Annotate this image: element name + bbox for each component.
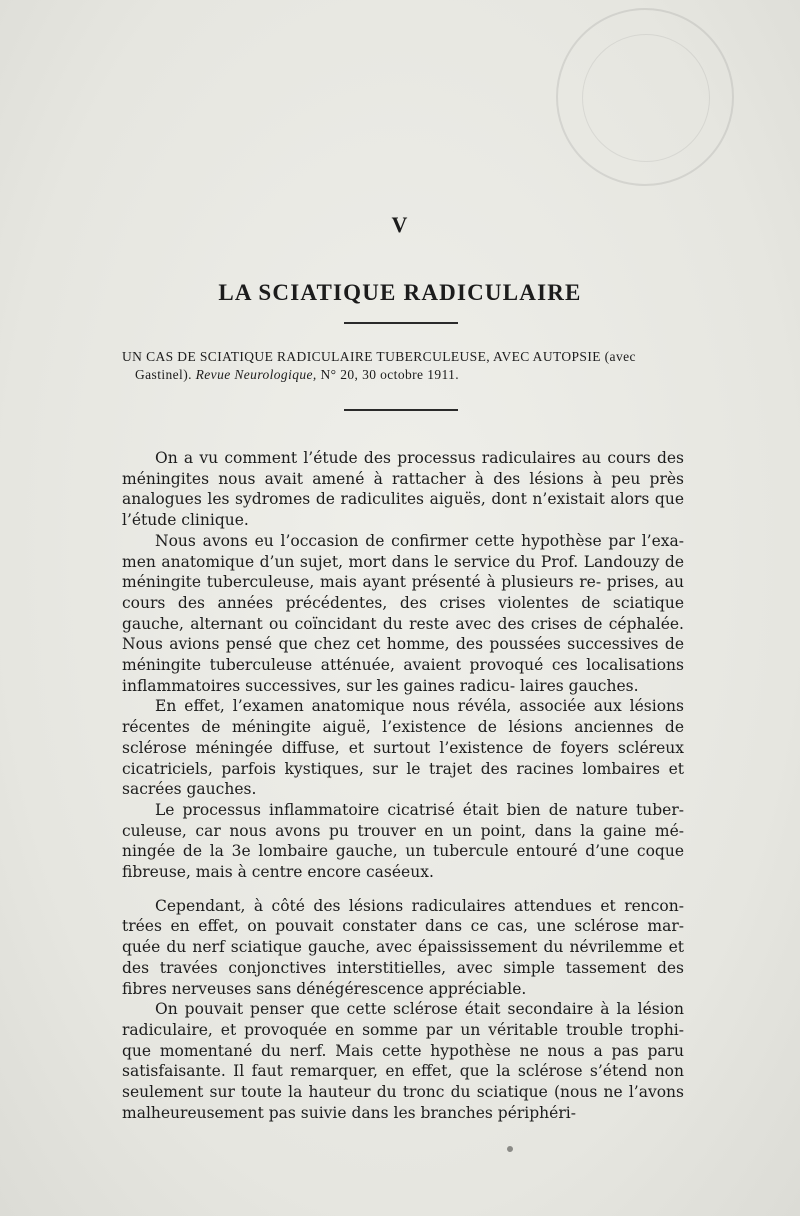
- paper-speck: [507, 1146, 513, 1152]
- reference-line-2: [122, 366, 682, 384]
- text-line: sciatique gauche, alternant ou coïncidant du reste avec des crises: [122, 593, 684, 633]
- text-line: satisfaisante. Il faut remarquer, en effet, que la sclérose s’étend non: [122, 1062, 684, 1081]
- text-line: successives de méningite tuberculeuse atténuée, avaient provoqué: [122, 635, 684, 675]
- text-line: de méningite tuberculeuse, mais ayant présenté à plusieurs re-: [122, 552, 684, 592]
- text-line: Nous avons eu l’occasion de confirmer cette hypothèse par l’exa-: [155, 531, 684, 550]
- reference-divider-rule: [344, 409, 458, 411]
- bibliographic-reference: [122, 348, 682, 384]
- text-line: fibres nerveuses sans dénégérescence appréciable.: [122, 979, 527, 998]
- text-line: Cependant, à côté des lésions radiculaires attendues et rencon-: [155, 896, 684, 915]
- body-paragraph: [122, 896, 684, 1000]
- text-line: l’avons malheureusement pas suivie dans les branches périphéri-: [122, 1083, 684, 1122]
- body-paragraph: [122, 999, 684, 1123]
- text-line: seulement sur toute la hauteur du tronc du sciatique (nous ne: [122, 1083, 623, 1102]
- text-line: radiculaire, et provoquée en somme par un véritable trouble trophi-: [122, 1020, 684, 1039]
- body-paragraph: [122, 531, 684, 697]
- text-line: cicatriciels, parfois kystiques, sur le trajet des racines lombaires et: [122, 759, 684, 778]
- reference-issue-date: N° 20, 30 octobre 1911.: [316, 367, 460, 382]
- text-line: ces localisations inflammatoires successives, sur les gaines radicu-: [122, 656, 684, 695]
- reference-journal-name: Revue Neurologique,: [195, 367, 317, 382]
- body-text: [122, 448, 684, 1124]
- chapter-number: V: [391, 212, 409, 237]
- text-line: des méningites nous avait amené à rattacher à des lésions à peu: [122, 449, 684, 488]
- body-paragraph: [122, 800, 684, 883]
- library-stamp-seal: [556, 8, 734, 186]
- text-line: Le processus inflammatoire cicatrisé était bien de nature tuber-: [155, 800, 684, 819]
- text-line: laires gauches.: [520, 676, 639, 695]
- text-line: On pouvait penser que cette sclérose était secondaire à la lésion: [155, 1000, 684, 1019]
- body-paragraph: [122, 448, 684, 531]
- text-line: men anatomique d’un sujet, mort dans le service du Prof. Landouzy: [122, 552, 660, 571]
- text-line: sclérose méningée diffuse, et surtout l’existence de foyers scléreux: [122, 738, 684, 757]
- text-line: prises, au cours des années précédentes, des crises violentes de: [122, 573, 684, 612]
- reference-coauthor: Gastinel).: [135, 367, 196, 382]
- text-line: culeuse, car nous avons pu trouver en un point, dans la gaine mé-: [122, 821, 684, 840]
- text-line: de céphalée. Nous avions pensé que chez cet homme, des poussées: [122, 614, 684, 654]
- text-line: En effet, l’examen anatomique nous révéla, associée aux lésions: [155, 697, 684, 716]
- text-line: On a vu comment l’étude des processus radiculaires au cours: [155, 449, 651, 467]
- title-divider-rule: [344, 322, 458, 324]
- reference-line-1: UN CAS DE SCIATIQUE RADICULAIRE TUBERCULEUSE, AVEC AUTOPSIE (avec: [122, 349, 636, 364]
- chapter-title: LA SCIATIQUE RADICULAIRE: [218, 280, 582, 305]
- text-line: récentes de méningite aiguë, l’existence de lésions anciennes de: [122, 718, 684, 737]
- text-line: ningée de la 3e lombaire gauche, un tubercule entouré d’une coque: [122, 842, 684, 861]
- text-line: trées en effet, on pouvait constater dans ce cas, une sclérose mar-: [122, 917, 684, 936]
- text-line: alors que l’étude clinique.: [122, 490, 684, 530]
- body-paragraph: [122, 696, 684, 800]
- text-line: quée du nerf sciatique gauche, avec épaississement du névrilemme: [122, 938, 663, 957]
- text-line: fibreuse, mais à centre encore caséeux.: [122, 863, 434, 882]
- text-line: sacrées gauches.: [122, 780, 257, 799]
- text-line: que momentané du nerf. Mais cette hypothèse ne nous a pas paru: [122, 1041, 684, 1060]
- text-line: et des travées conjonctives interstitielles, avec simple tassement des: [122, 938, 684, 977]
- text-line: près analogues les sydromes de radiculites aiguës, dont n’existait: [122, 469, 684, 509]
